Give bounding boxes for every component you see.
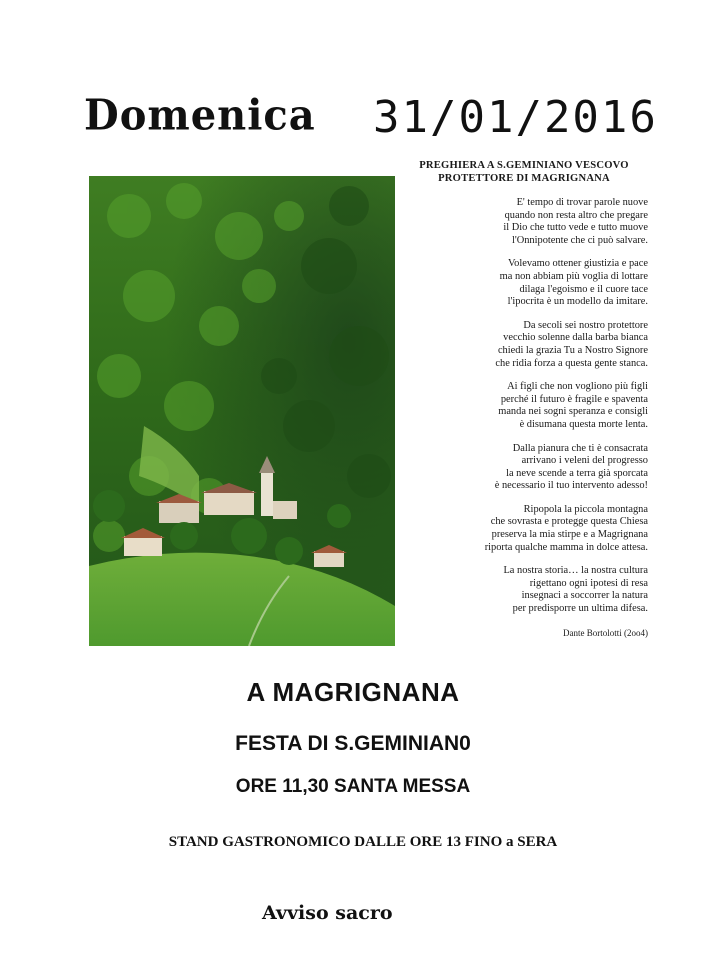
poem-line: che sovrasta e protegge questa Chiesa xyxy=(490,516,648,528)
poem-stanza xyxy=(400,258,648,308)
event-title: A MAGRIGNANA xyxy=(246,677,460,707)
poem-line: la neve scende a terra già sporcata xyxy=(506,467,648,479)
poem xyxy=(400,160,648,639)
poem-line: perché il futuro è fragile e spaventa xyxy=(500,393,648,405)
poem-stanza xyxy=(400,565,648,615)
poem-line: è necessario il tuo intervento adesso! xyxy=(494,480,648,492)
event-festival: FESTA DI S.GEMINIAN0 xyxy=(235,732,471,755)
poem-line: arrivano i veleni del progresso xyxy=(521,455,648,467)
poem-line: preserva la mia stirpe e a Magrignana xyxy=(491,529,648,541)
poem-author: Dante Bortolotti (2oo4) xyxy=(563,627,648,638)
poem-line: dilaga l'egoismo e il cuore tace xyxy=(519,283,648,295)
header-day: Domenica xyxy=(84,90,316,141)
poem-line: rigettano ogni ipotesi di resa xyxy=(529,577,648,589)
poem-title-line: PROTETTORE DI MAGRIGNANA xyxy=(438,172,610,184)
poem-line: Ripopola la piccola montagna xyxy=(523,503,648,515)
poem-line: quando non resta altro che pregare xyxy=(504,209,648,221)
poem-line: è disumana questa morte lenta. xyxy=(519,418,648,430)
poem-line: Da secoli sei nostro protettore xyxy=(523,319,648,331)
poem-line: La nostra storia… la nostra cultura xyxy=(503,565,648,577)
event-mass-time: ORE 11,30 SANTA MESSA xyxy=(235,776,471,797)
poem-line: E' tempo di trovar parole nuove xyxy=(516,197,648,208)
poem-stanza xyxy=(400,504,648,554)
poem-line: ma non abbiam più voglia di lottare xyxy=(499,270,648,282)
poem-stanza xyxy=(400,197,648,247)
header-date: 31/01/2016 xyxy=(373,92,658,143)
event-food-stand: STAND GASTRONOMICO DALLE ORE 13 FINO a SERA xyxy=(168,834,558,850)
poem-title-line: PREGHIERA A S.GEMINIANO VESCOVO xyxy=(419,160,629,171)
poem-stanza xyxy=(400,320,648,370)
poem-line: l'Onnipotente che ci può salvare. xyxy=(511,234,648,246)
poem-line: vecchio solenne dalla barba bianca xyxy=(503,332,648,344)
poem-line: manda nei sogni speranza e consigli xyxy=(498,406,648,418)
poem-line: chiedi la grazia Tu a Nostro Signore xyxy=(497,344,648,356)
poem-line: Volevamo ottener giustizia e pace xyxy=(507,258,648,270)
poem-line: Dalla pianura che ti è consacrata xyxy=(512,442,648,454)
poem-line: l'ipocrita è un modello da imitare. xyxy=(507,296,648,308)
poem-line: per predisporre un ultima difesa. xyxy=(512,603,648,615)
poem-line: insegnaci a soccorrer la natura xyxy=(521,590,648,602)
village-church-landscape-icon xyxy=(89,176,395,646)
poem-line: Ai figli che non vogliono più figli xyxy=(507,381,648,393)
village-church-photo xyxy=(89,176,395,646)
poem-line: che ridia forza a questa gente stanca. xyxy=(495,357,648,369)
poem-line: il Dio che tutto vede e tutto muove xyxy=(503,222,648,234)
poem-line: riporta qualche mamma in dolce attesa. xyxy=(484,541,648,553)
poem-stanza xyxy=(400,381,648,431)
poem-stanza xyxy=(400,443,648,493)
footer-notice: Avviso sacro xyxy=(262,902,393,924)
poem-title xyxy=(400,160,648,185)
